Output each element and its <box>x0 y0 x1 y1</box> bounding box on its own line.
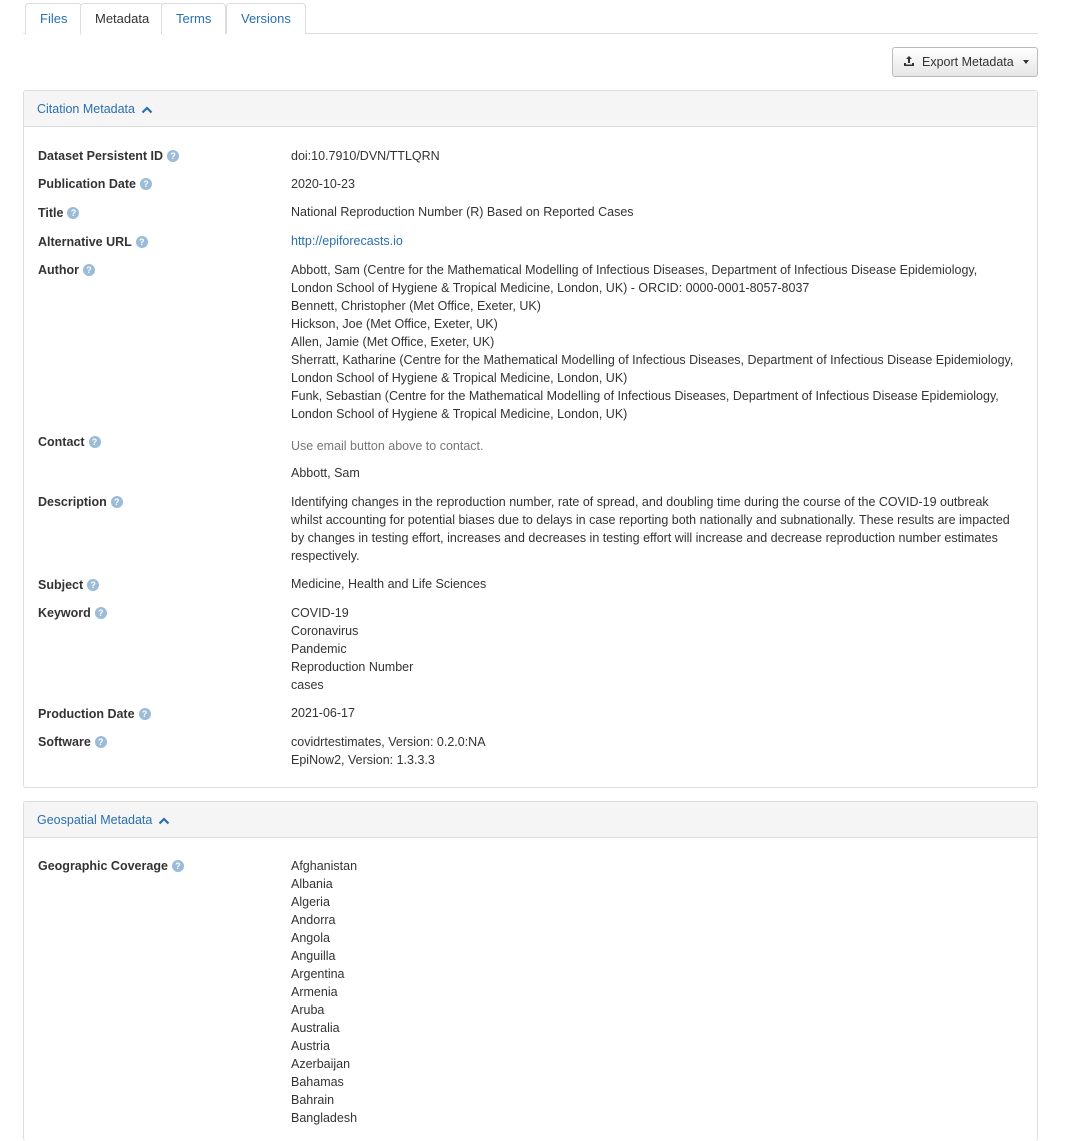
field-value-software <box>291 733 1031 769</box>
alternative-url-link[interactable]: http://epiforecasts.io <box>291 234 403 248</box>
contact-note: Use email button above to contact. <box>291 439 484 453</box>
field-value-geographic-coverage <box>291 857 1031 1127</box>
keyword-item: Reproduction Number <box>291 660 414 674</box>
author-line: Sherratt, Katharine (Centre for the Mathematical Modelling of Infectious Diseases, Department of Infectious Disease Epidemiology, <box>291 353 1014 367</box>
country-item: Australia <box>291 1021 340 1035</box>
label-text: Subject <box>38 578 84 592</box>
country-item: Azerbaijan <box>291 1057 351 1071</box>
author-line: Allen, Jamie (Met Office, Exeter, UK) <box>291 335 495 349</box>
keyword-item: cases <box>291 678 324 692</box>
tab-versions[interactable]: Versions <box>226 3 306 34</box>
author-line: London School of Hygiene & Tropical Medicine, London, UK) - ORCID: 0000-0001-8057-8037 <box>291 281 810 295</box>
field-label-pubdate <box>38 177 152 191</box>
help-icon[interactable]: ? <box>136 236 148 248</box>
software-item: covidrtestimates, Version: 0.2.0:NA <box>291 735 486 749</box>
field-value-pubdate: 2020-10-23 <box>291 177 355 191</box>
export-metadata-label: Export Metadata <box>922 55 1014 69</box>
help-icon[interactable]: ? <box>172 860 184 872</box>
label-text: Geographic Coverage <box>38 859 168 873</box>
description-line: Identifying changes in the reproduction number, rate of spread, and doubling time during the course of the COVID-19 outbreak <box>291 495 989 509</box>
country-item: Argentina <box>291 967 345 981</box>
help-icon[interactable]: ? <box>167 150 179 162</box>
label-text: Author <box>38 263 79 277</box>
field-value-proddate: 2021-06-17 <box>291 706 355 720</box>
field-value-title: National Reproduction Number (R) Based on Reported Cases <box>291 205 634 219</box>
country-item: Aruba <box>291 1003 325 1017</box>
field-value-author <box>291 261 1031 423</box>
author-line: Funk, Sebastian (Centre for the Mathematical Modelling of Infectious Diseases, Department of Infectious Disease Epidemiology, <box>291 389 999 403</box>
country-item: Bahrain <box>291 1093 335 1107</box>
field-label-author <box>38 263 95 277</box>
author-line: London School of Hygiene & Tropical Medicine, London, UK) <box>291 407 628 421</box>
chevron-up-icon <box>158 815 170 825</box>
field-label-software <box>38 735 107 749</box>
chevron-up-icon <box>141 104 153 114</box>
field-value-contact: Abbott, Sam <box>291 466 360 480</box>
label-text: Production Date <box>38 707 135 721</box>
author-line: Hickson, Joe (Met Office, Exeter, UK) <box>291 317 498 331</box>
help-icon[interactable]: ? <box>67 207 79 219</box>
tab-metadata[interactable]: Metadata <box>80 3 164 35</box>
label-text: Alternative URL <box>38 235 132 249</box>
help-icon[interactable]: ? <box>111 496 123 508</box>
country-item: Angola <box>291 931 330 945</box>
field-label-alturl <box>38 235 148 249</box>
country-item: Bahamas <box>291 1075 344 1089</box>
country-item: Armenia <box>291 985 338 999</box>
label-text: Keyword <box>38 606 91 620</box>
author-line: London School of Hygiene & Tropical Medicine, London, UK) <box>291 371 628 385</box>
label-text: Description <box>38 495 107 509</box>
tab-terms[interactable]: Terms <box>161 3 226 34</box>
keyword-item: Coronavirus <box>291 624 359 638</box>
description-line: respectively. <box>291 549 360 563</box>
geospatial-metadata-heading: Geospatial Metadata <box>37 812 153 827</box>
geospatial-metadata-toggle[interactable] <box>24 802 1037 838</box>
export-metadata-button[interactable] <box>892 47 1038 77</box>
description-line: by changes in testing effort, increases and decreases in testing effort will increase and decrease reproduction number estimates <box>291 531 998 545</box>
help-icon[interactable]: ? <box>139 708 151 720</box>
field-label-keyword <box>38 606 107 620</box>
field-label-proddate <box>38 707 151 721</box>
country-item: Anguilla <box>291 949 336 963</box>
country-item: Bangladesh <box>291 1111 358 1125</box>
tab-files[interactable]: Files <box>25 3 82 34</box>
citation-metadata-heading: Citation Metadata <box>37 101 135 116</box>
help-icon[interactable]: ? <box>95 736 107 748</box>
label-text: Software <box>38 735 91 749</box>
field-label-title <box>38 206 79 220</box>
country-item: Algeria <box>291 895 330 909</box>
citation-metadata-toggle[interactable] <box>24 91 1037 127</box>
keyword-item: Pandemic <box>291 642 347 656</box>
field-label-subject <box>38 578 99 592</box>
export-icon <box>903 55 915 70</box>
field-label-description <box>38 495 123 509</box>
country-item: Andorra <box>291 913 336 927</box>
field-value-subject: Medicine, Health and Life Sciences <box>291 577 487 591</box>
label-text: Dataset Persistent ID <box>38 149 164 163</box>
help-icon[interactable]: ? <box>87 579 99 591</box>
description-line: whilst accounting for potential biases due to delays in case reporting both nationally and subnationally. These results are impacted <box>291 513 1010 527</box>
field-label-geographic-coverage <box>38 859 184 873</box>
help-icon[interactable]: ? <box>83 264 95 276</box>
keyword-item: COVID-19 <box>291 606 349 620</box>
country-item: Albania <box>291 877 333 891</box>
dataset-tabs <box>23 0 1038 34</box>
field-label-pid <box>38 149 179 163</box>
citation-metadata-panel <box>23 90 1038 788</box>
label-text: Publication Date <box>38 177 136 191</box>
country-item: Afghanistan <box>291 859 358 873</box>
field-value-pid: doi:10.7910/DVN/TTLQRN <box>291 149 440 163</box>
country-item: Austria <box>291 1039 330 1053</box>
author-line: Bennett, Christopher (Met Office, Exeter, UK) <box>291 299 541 313</box>
field-label-contact <box>38 435 101 449</box>
label-text: Contact <box>38 435 85 449</box>
software-item: EpiNow2, Version: 1.3.3.3 <box>291 753 435 767</box>
help-icon[interactable]: ? <box>95 607 107 619</box>
author-line: Abbott, Sam (Centre for the Mathematical Modelling of Infectious Diseases, Department of Infectious Disease Epidemiology, <box>291 263 978 277</box>
label-text: Title <box>38 206 64 220</box>
field-value-description <box>291 493 1031 565</box>
help-icon[interactable]: ? <box>140 178 152 190</box>
caret-down-icon <box>1023 60 1029 64</box>
geospatial-metadata-panel <box>23 801 1038 1141</box>
help-icon[interactable]: ? <box>89 436 101 448</box>
field-value-keyword <box>291 604 1031 694</box>
